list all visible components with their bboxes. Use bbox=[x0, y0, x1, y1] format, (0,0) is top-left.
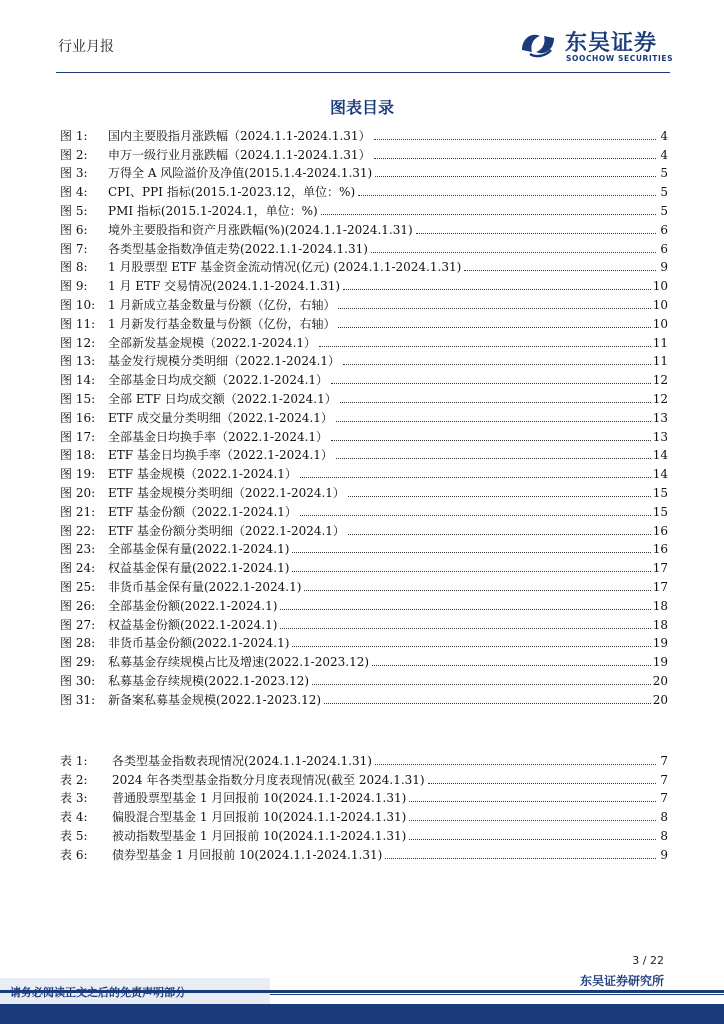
figure-page: 13 bbox=[652, 429, 668, 444]
figure-label: 图 21: bbox=[60, 504, 96, 519]
figure-title: 申万一级行业月涨跌幅（2024.1.1-2024.1.31） bbox=[108, 147, 371, 162]
dot-leader bbox=[304, 590, 650, 591]
section-label: 行业月报 bbox=[58, 39, 114, 55]
figure-entry[interactable] bbox=[60, 425, 668, 444]
table-entry[interactable] bbox=[60, 749, 668, 768]
figure-page: 11 bbox=[652, 354, 668, 369]
figure-label: 图 28: bbox=[60, 636, 96, 651]
dot-leader bbox=[372, 665, 651, 666]
table-page: 7 bbox=[660, 772, 668, 787]
figure-page: 4 bbox=[660, 128, 668, 143]
figure-title: 非货币基金保有量(2022.1-2024.1) bbox=[108, 579, 302, 594]
figure-page: 18 bbox=[652, 598, 668, 613]
dot-leader bbox=[343, 289, 651, 290]
figure-page: 5 bbox=[660, 185, 668, 200]
figure-page: 11 bbox=[652, 335, 668, 350]
table-title: 普通股票型基金 1 月回报前 10(2024.1.1-2024.1.31) bbox=[112, 791, 407, 806]
figure-label: 图 7: bbox=[60, 241, 88, 256]
dot-leader bbox=[321, 214, 656, 215]
dot-leader bbox=[375, 176, 656, 177]
figure-entry[interactable] bbox=[60, 632, 668, 651]
figure-entry[interactable] bbox=[60, 406, 668, 425]
dot-leader bbox=[464, 270, 656, 271]
dot-leader bbox=[409, 801, 656, 802]
dot-leader bbox=[292, 552, 650, 553]
figure-entry[interactable] bbox=[60, 650, 668, 669]
figure-label: 图 11: bbox=[60, 316, 96, 331]
figure-label: 图 27: bbox=[60, 617, 96, 632]
figure-title: 新备案私募基金规模(2022.1-2023.12) bbox=[108, 692, 322, 707]
table-title: 被动指数型基金 1 月回报前 10(2024.1.1-2024.1.31) bbox=[112, 828, 407, 843]
footer-org-name: 东吴证券研究所 bbox=[579, 974, 664, 988]
figure-title: ETF 基金规模分类明细（2022.1-2024.1） bbox=[108, 485, 345, 500]
figure-title: CPI、PPI 指标(2015.1-2023.12，单位：%) bbox=[108, 185, 356, 200]
figure-entry[interactable] bbox=[60, 331, 668, 350]
figure-entry[interactable] bbox=[60, 519, 668, 538]
figure-entry[interactable] bbox=[60, 556, 668, 575]
figure-title: 境外主要股指和资产月涨跌幅(%)(2024.1.1-2024.1.31) bbox=[108, 222, 413, 237]
figure-page: 4 bbox=[660, 147, 668, 162]
figure-title: 1 月新发行基金数量与份额（亿份，右轴） bbox=[108, 316, 336, 331]
figure-label: 图 4: bbox=[60, 185, 88, 200]
table-page: 8 bbox=[660, 810, 668, 825]
figure-page: 10 bbox=[652, 279, 668, 294]
figure-entry[interactable] bbox=[60, 199, 668, 218]
figure-label: 图 17: bbox=[60, 429, 96, 444]
figure-entry[interactable] bbox=[60, 256, 668, 275]
figure-entry[interactable] bbox=[60, 444, 668, 463]
figure-page: 12 bbox=[652, 373, 668, 388]
dot-leader bbox=[374, 139, 656, 140]
figure-entry[interactable] bbox=[60, 688, 668, 707]
toc-title: 图表目录 bbox=[329, 98, 394, 117]
figure-title: ETF 基金份额分类明细（2022.1-2024.1） bbox=[108, 523, 345, 538]
figure-label: 图 9: bbox=[60, 279, 88, 294]
figure-label: 图 8: bbox=[60, 260, 88, 275]
figure-title: 全部 ETF 日均成交额（2022.1-2024.1） bbox=[108, 391, 337, 406]
table-list bbox=[60, 749, 668, 862]
figure-entry[interactable] bbox=[60, 575, 668, 594]
figure-title: PMI 指标(2015.1-2024.1，单位：%) bbox=[108, 203, 318, 218]
table-page: 8 bbox=[660, 828, 668, 843]
figure-label: 图 15: bbox=[60, 391, 96, 406]
figure-entry[interactable] bbox=[60, 312, 668, 331]
dot-leader bbox=[312, 684, 651, 685]
dot-leader bbox=[340, 402, 651, 403]
figure-label: 图 18: bbox=[60, 448, 96, 463]
dot-leader bbox=[348, 496, 651, 497]
figure-entry[interactable] bbox=[60, 180, 668, 199]
figure-title: 1 月股票型 ETF 基金资金流动情况(亿元) (2024.1.1-2024.1.31) bbox=[108, 260, 462, 275]
figure-label: 图 5: bbox=[60, 203, 88, 218]
figure-page: 10 bbox=[652, 297, 668, 312]
figure-label: 图 22: bbox=[60, 523, 96, 538]
footer-rule-thin bbox=[270, 994, 724, 995]
figure-label: 图 23: bbox=[60, 542, 96, 557]
figure-label: 图 10: bbox=[60, 297, 96, 312]
dot-leader bbox=[358, 195, 656, 196]
figure-entry[interactable] bbox=[60, 500, 668, 519]
figure-entry[interactable] bbox=[60, 368, 668, 387]
logo-chinese-name: 东吴证券 bbox=[565, 31, 658, 56]
figure-entry[interactable] bbox=[60, 237, 668, 256]
dot-leader bbox=[336, 458, 651, 459]
figure-title: 全部基金份额(2022.1-2024.1) bbox=[108, 598, 278, 613]
figure-entry[interactable] bbox=[60, 594, 668, 613]
figure-label: 图 26: bbox=[60, 598, 96, 613]
figure-page: 12 bbox=[652, 391, 668, 406]
table-title: 偏股混合型基金 1 月回报前 10(2024.1.1-2024.1.31) bbox=[112, 810, 407, 825]
figure-entry[interactable] bbox=[60, 293, 668, 312]
figure-page: 18 bbox=[652, 617, 668, 632]
table-title: 债券型基金 1 月回报前 10(2024.1.1-2024.1.31) bbox=[112, 847, 383, 862]
figure-label: 图 19: bbox=[60, 467, 96, 482]
figure-title: ETF 基金份额（2022.1-2024.1） bbox=[108, 504, 297, 519]
figure-entry[interactable] bbox=[60, 350, 668, 369]
figure-entry[interactable] bbox=[60, 274, 668, 293]
dot-leader bbox=[371, 252, 656, 253]
figure-page: 19 bbox=[652, 655, 668, 670]
figure-page: 5 bbox=[660, 166, 668, 181]
figure-entry[interactable] bbox=[60, 669, 668, 688]
table-title: 各类型基金指数表现情况(2024.1.1-2024.1.31) bbox=[112, 753, 372, 768]
dot-leader bbox=[409, 820, 656, 821]
figure-entry[interactable] bbox=[60, 462, 668, 481]
figure-entry[interactable] bbox=[60, 143, 668, 162]
figure-title: 权益基金份额(2022.1-2024.1) bbox=[108, 617, 278, 632]
figure-label: 图 30: bbox=[60, 673, 96, 688]
figure-label: 图 12: bbox=[60, 335, 96, 350]
header-divider bbox=[56, 72, 670, 73]
dot-leader bbox=[348, 534, 651, 535]
figure-entry[interactable] bbox=[60, 162, 668, 181]
footer-band bbox=[0, 1004, 724, 1024]
dot-leader bbox=[338, 308, 650, 309]
figure-label: 图 3: bbox=[60, 166, 88, 181]
figure-title: 万得全 A 风险溢价及净值(2015.1.4-2024.1.31) bbox=[108, 166, 373, 181]
figure-label: 图 14: bbox=[60, 373, 96, 388]
dot-leader bbox=[331, 383, 651, 384]
figure-page: 17 bbox=[652, 579, 668, 594]
figure-title: 非货币基金份额(2022.1-2024.1) bbox=[108, 636, 290, 651]
table-entry[interactable] bbox=[60, 805, 668, 824]
figure-page: 10 bbox=[652, 316, 668, 331]
figure-title: 权益基金保有量(2022.1-2024.1) bbox=[108, 561, 290, 576]
figure-page: 19 bbox=[652, 636, 668, 651]
brand-logo bbox=[518, 26, 678, 66]
figure-label: 图 25: bbox=[60, 579, 96, 594]
dot-leader bbox=[324, 703, 651, 704]
figure-label: 图 6: bbox=[60, 222, 88, 237]
dot-leader bbox=[338, 327, 650, 328]
logo-english-name: SOOCHOW SECURITIES bbox=[566, 54, 674, 63]
figure-title: 私募基金存续规模占比及增速(2022.1-2023.12) bbox=[108, 655, 370, 670]
figure-page: 20 bbox=[652, 673, 668, 688]
table-label: 表 4: bbox=[60, 810, 88, 825]
table-entry[interactable] bbox=[60, 768, 668, 787]
dot-leader bbox=[385, 858, 656, 859]
page-number: 3 / 22 bbox=[632, 954, 664, 967]
dot-leader bbox=[300, 515, 651, 516]
dot-leader bbox=[300, 477, 651, 478]
figure-title: 全部新发基金规模（2022.1-2024.1） bbox=[108, 335, 317, 350]
figure-label: 图 2: bbox=[60, 147, 88, 162]
figure-page: 16 bbox=[652, 523, 668, 538]
figure-page: 6 bbox=[660, 241, 668, 256]
figure-page: 17 bbox=[652, 561, 668, 576]
figure-title: 1 月 ETF 交易情况(2024.1.1-2024.1.31) bbox=[108, 279, 341, 294]
table-label: 表 5: bbox=[60, 828, 88, 843]
figure-page: 5 bbox=[660, 203, 668, 218]
figure-page: 16 bbox=[652, 542, 668, 557]
figure-title: ETF 基金日均换手率（2022.1-2024.1） bbox=[108, 448, 333, 463]
dot-leader bbox=[374, 158, 656, 159]
figure-title: 各类型基金指数净值走势(2022.1.1-2024.1.31) bbox=[108, 241, 368, 256]
dot-leader bbox=[292, 571, 650, 572]
figure-page: 13 bbox=[652, 410, 668, 425]
figure-entry[interactable] bbox=[60, 481, 668, 500]
figure-entry[interactable] bbox=[60, 387, 668, 406]
figure-label: 图 16: bbox=[60, 410, 96, 425]
dot-leader bbox=[319, 346, 651, 347]
figure-page: 14 bbox=[652, 467, 668, 482]
figure-title: ETF 成交量分类明细（2022.1-2024.1） bbox=[108, 410, 333, 425]
figure-page: 6 bbox=[660, 222, 668, 237]
table-entry[interactable] bbox=[60, 843, 668, 862]
figure-entry[interactable] bbox=[60, 218, 668, 237]
dot-leader bbox=[416, 233, 656, 234]
figure-entry[interactable] bbox=[60, 538, 668, 557]
table-page: 7 bbox=[660, 791, 668, 806]
table-page: 7 bbox=[660, 753, 668, 768]
dot-leader bbox=[409, 839, 656, 840]
soochow-logo-icon bbox=[518, 28, 558, 60]
figure-label: 图 29: bbox=[60, 655, 96, 670]
figure-label: 图 13: bbox=[60, 354, 96, 369]
dot-leader bbox=[343, 364, 651, 365]
table-entry[interactable] bbox=[60, 787, 668, 806]
figure-entry[interactable] bbox=[60, 124, 668, 143]
figure-title: ETF 基金规模（2022.1-2024.1） bbox=[108, 467, 297, 482]
table-label: 表 6: bbox=[60, 847, 88, 862]
table-page: 9 bbox=[660, 847, 668, 862]
dot-leader bbox=[280, 628, 650, 629]
figure-page: 15 bbox=[652, 485, 668, 500]
figure-page: 20 bbox=[652, 692, 668, 707]
table-label: 表 2: bbox=[60, 772, 88, 787]
figure-title: 私募基金存续规模(2022.1-2023.12) bbox=[108, 673, 310, 688]
table-title: 2024 年各类型基金指数分月度表现情况(截至 2024.1.31) bbox=[112, 772, 425, 787]
figure-title: 全部基金保有量(2022.1-2024.1) bbox=[108, 542, 290, 557]
dot-leader bbox=[375, 764, 656, 765]
figure-page: 15 bbox=[652, 504, 668, 519]
figure-title: 全部基金日均成交额（2022.1-2024.1） bbox=[108, 373, 329, 388]
dot-leader bbox=[336, 421, 651, 422]
figure-entry[interactable] bbox=[60, 613, 668, 632]
table-label: 表 3: bbox=[60, 791, 88, 806]
figure-title: 国内主要股指月涨跌幅（2024.1.1-2024.1.31） bbox=[108, 128, 371, 143]
dot-leader bbox=[331, 440, 651, 441]
figure-list bbox=[60, 124, 668, 707]
table-entry[interactable] bbox=[60, 824, 668, 843]
dot-leader bbox=[292, 646, 650, 647]
table-label: 表 1: bbox=[60, 753, 88, 768]
figure-label: 图 24: bbox=[60, 561, 96, 576]
figure-page: 9 bbox=[660, 260, 668, 275]
figure-page: 14 bbox=[652, 448, 668, 463]
figure-label: 图 1: bbox=[60, 128, 88, 143]
figure-label: 图 20: bbox=[60, 485, 96, 500]
figure-label: 图 31: bbox=[60, 692, 96, 707]
footer-rule bbox=[0, 990, 724, 993]
figure-title: 全部基金日均换手率（2022.1-2024.1） bbox=[108, 429, 329, 444]
figure-title: 1 月新成立基金数量与份额（亿份，右轴） bbox=[108, 297, 336, 312]
figure-title: 基金发行规模分类明细（2022.1-2024.1） bbox=[108, 354, 341, 369]
dot-leader bbox=[280, 609, 650, 610]
dot-leader bbox=[428, 783, 656, 784]
